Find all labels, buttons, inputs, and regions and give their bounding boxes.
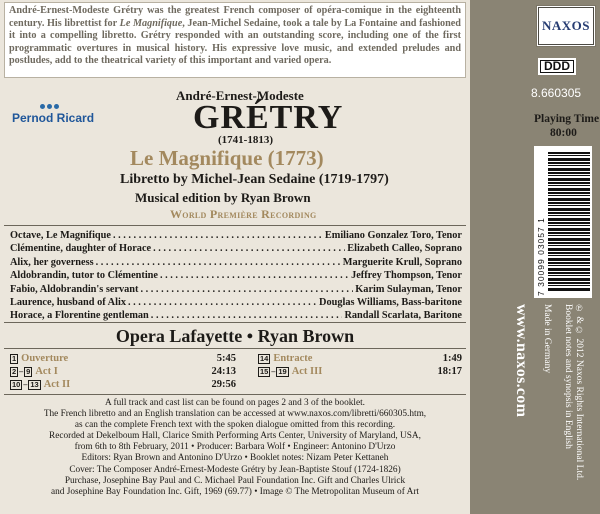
cast-row: Alix, her governess . . . Marguerite Krull, Soprano [10, 256, 462, 269]
track-number: 19 [278, 366, 287, 376]
track-list-right [258, 352, 462, 378]
divider [4, 322, 466, 323]
track-number: 1 [12, 353, 17, 363]
divider [4, 394, 466, 395]
track-row: 2 – 9 Act I 24:13 [12, 366, 236, 377]
cast-row: Horace, a Florentine gentleman . . . Randall Scarlata, Baritone [10, 309, 462, 322]
divider [4, 348, 466, 349]
intro-part-2: , Jean-Michel Sedaine, took a tale by La Fontaine and fashioned it into a compelling libretto. Grétry responded with an outstanding score, including one of the first programmatic overtures in musical history. His expressive love music, and extended preludes and postludes, add to the theatrical variety of this important and varied opera. [9, 17, 461, 67]
edition-line: Musical edition by Ryan Brown [135, 190, 311, 205]
website-url[interactable]: www.naxos.com [513, 304, 530, 418]
composer-dates: (1741-1813) [218, 134, 273, 146]
naxos-logo-text: NAXOS [541, 18, 590, 33]
librettist-line: Libretto by Michel-Jean Sedaine (1719-1797) [120, 172, 389, 187]
cast-list [10, 229, 462, 323]
copyright-block: ℗ & © 2012 Naxos Rights International Ltd. Booklet notes and synopsis in English [563, 304, 584, 481]
track-row: 1 Ouverture 5:45 [12, 353, 236, 364]
credit-line: Purchase, Josephine Bay Paul and C. Michael Paul Foundation Inc. Gift and Charles Ulrick [64, 475, 406, 486]
credit-line: Recorded at Dekelboum Hall, Clarice Smith Performing Arts Center, University of Maryland, USA, [49, 431, 421, 442]
playing-time-label: Playing Time [534, 113, 600, 125]
divider [4, 225, 466, 226]
track-number: 15 [260, 366, 269, 376]
composer-forenames: André-Ernest-Modeste [176, 88, 304, 103]
premiere-line: World Première Recording [170, 207, 317, 221]
cast-row: Fabio, Aldobrandin's servant . . . Karim Sulayman, Tenor [10, 283, 462, 296]
credit-line: A full track and cast list can be found on pages 2 and 3 of the booklet. [105, 398, 365, 408]
track-number: 9 [26, 366, 31, 376]
credit-line: The French libretto and an English translation can be accessed at www.naxos.com/libretti/660305.htm, [43, 409, 427, 420]
credit-line: as can the complete French text with the spoken dialogue omitted from this recording. [74, 420, 396, 431]
composer-surname: GRÉTRY [193, 99, 344, 136]
track-number: 10 [12, 379, 21, 389]
credits-block [0, 398, 470, 498]
ensemble-line: Opera Lafayette • Ryan Brown [115, 326, 355, 346]
ddd-badge: DDD [538, 58, 576, 75]
cast-row: Clémentine, daughter of Horace . . . Elizabeth Calleo, Soprano [10, 242, 462, 255]
track-number: 13 [30, 379, 39, 389]
cast-row: Laurence, husband of Alix . . . Douglas Williams, Bass-baritone [10, 296, 462, 309]
credit-line: from 6th to 8th February, 2011 • Producer: Barbara Wolf • Engineer: Antonino D'Urzo [74, 442, 396, 453]
track-row: 10 – 13 Act II 29:56 [12, 379, 236, 390]
intro-work-title: Le Magnifique [119, 17, 183, 29]
playing-time-value: 80:00 [550, 127, 577, 139]
intro-text [4, 2, 466, 78]
barcode-digits: 7 30099 03057 1 [536, 217, 546, 296]
credit-line: and Josephine Bay Foundation Inc. Gift, 1969 (69.77) • Image © The Metropolitan Museum of Art [50, 486, 420, 497]
track-row: 14 Entracte 1:49 [260, 353, 462, 364]
track-number: 2 [12, 366, 17, 376]
barcode [534, 146, 592, 298]
catalog-number: 8.660305 [531, 86, 582, 100]
work-title: Le Magnifique (1773) [130, 146, 324, 170]
made-in-label: Made in Germany [542, 304, 552, 374]
credit-line: Editors: Ryan Brown and Antonino D'Urzo • Booklet notes: Nizam Peter Kettaneh [81, 453, 389, 464]
naxos-logo [536, 5, 596, 47]
barcode-bars [548, 152, 590, 292]
track-row: 15 – 19 Act III 18:17 [260, 366, 462, 377]
sponsor-logo-text: Pernod Ricard [12, 111, 95, 125]
sponsor-logo [12, 104, 95, 125]
cast-row: Aldobrandin, tutor to Clémentine . . . Jeffrey Thompson, Tenor [10, 269, 462, 282]
credit-line: Cover: The Composer André-Ernest-Modeste Grétry by Jean-Baptiste Stouf (1724-1826) [69, 464, 401, 475]
cast-row: Octave, Le Magnifique . . . Emiliano Gonzalez Toro, Tenor [10, 229, 462, 242]
track-number: 14 [260, 353, 269, 363]
track-list-left [10, 352, 236, 391]
sponsor-logo-icon [40, 104, 90, 109]
intro-part-1: André-Ernest-Modeste Grétry was the greatest French composer of opéra-comique in the eighteenth century. His librettist for [9, 5, 461, 29]
